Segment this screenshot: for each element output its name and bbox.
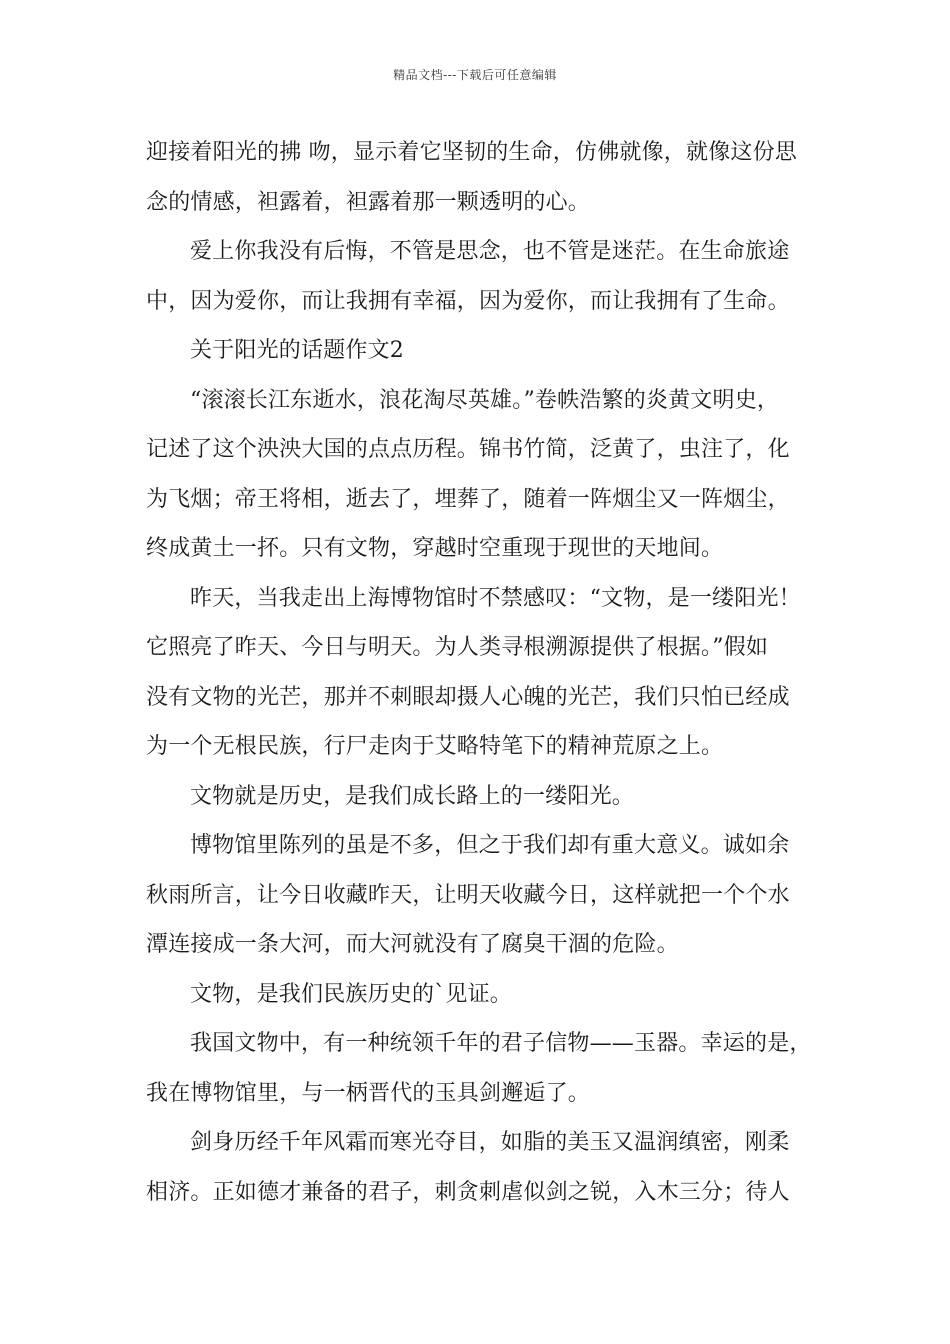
text-line: 爱上你我没有后悔，不管是思念，也不管是迷茫。在生命旅途 [190,239,790,264]
text-line: 为一个无根民族，行尸走肉于艾略特笔下的精神荒原之上。 [146,734,724,759]
body-text [146,128,826,1217]
text-line: 文物，是我们民族历史的`见证。 [190,981,513,1007]
text-line: 潭连接成一条大河，而大河就没有了腐臭干涸的危险。 [146,932,679,957]
text-line: 我在博物馆里，与一柄晋代的玉具剑邂逅了。 [146,1080,591,1106]
text-line: 我国文物中，有一种统领千年的君子信物——玉器。幸运的是， [190,1031,812,1056]
text-line: 终成黄土一抔。只有文物，穿越时空重现于现世的天地间。 [146,536,724,561]
text-line: 迎接着阳光的拂 吻，显示着它坚韧的生命，仿佛就像，就像这份思 [146,140,797,165]
text-line: “滚滚长江东逝水，浪花淘尽英雄。”卷帙浩繁的炎黄文明史， [190,387,780,413]
text-line: 关于阳光的话题作文2 [190,338,404,363]
text-line: 没有文物的光芒，那并不刺眼却摄人心魄的光芒，我们只怕已经成 [146,684,790,710]
text-line: 文物就是历史，是我们成长路上的一缕阳光。 [190,783,635,809]
text-line: 秋雨所言，让今日收藏昨天，让明天收藏今日，这样就把一个个水 [146,882,790,908]
text-line: 它照亮了昨天、今日与明天。为人类寻根溯源提供了根据。”假如 [146,635,769,660]
text-line: 为飞烟；帝王将相，逝去了，埋葬了，随着一阵烟尘又一阵烟尘， [146,486,790,512]
text-line: 念的情感，袒露着，袒露着那一颗透明的心。 [146,189,591,215]
text-line: 博物馆里陈列的虽是不多，但之于我们却有重大意义。诚如余 [190,833,790,858]
text-line: 相济。正如德才兼备的君子，刺贪刺虐似剑之锐，入木三分；待人 [146,1179,790,1205]
text-line: 记述了这个泱泱大国的点点历程。锦书竹简，泛黄了，虫注了，化 [146,437,790,462]
page-header: 精品文档---下载后可任意编辑 [393,68,557,82]
text-line: 剑身历经千年风霜而寒光夺目，如脂的美玉又温润缜密，刚柔 [190,1130,790,1155]
text-line: 昨天，当我走出上海博物馆时不禁感叹：“文物，是一缕阳光！ [190,585,801,611]
text-line: 中，因为爱你，而让我拥有幸福，因为爱你，而让我拥有了生命。 [146,288,790,314]
